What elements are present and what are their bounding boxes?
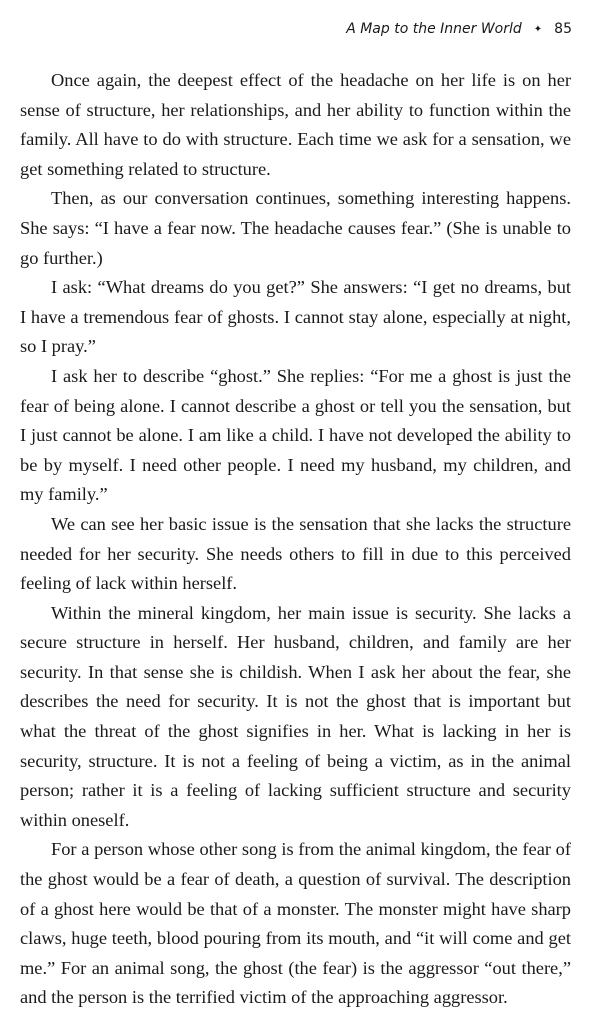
body-text	[20, 66, 571, 1013]
page-number: 85	[554, 21, 572, 37]
separator-ornament-icon: ✦	[533, 24, 543, 35]
paragraph: Within the mineral kingdom, her main issue is security. She lacks a secure structure in herself. Her husband, children, and family are her security. In that sense she is childish. When I ask her about the fear, she describes the need for security. It is not the ghost that is important but what the threat of the ghost signifies in her. What is lacking in her is security, structure. It is not a feeling of being a victim, as in the animal person; rather it is a feeling of lacking sufficient structure and security within oneself.	[20, 602, 571, 830]
running-head-title: A Map to the Inner World	[346, 21, 522, 37]
running-head	[346, 19, 572, 40]
paragraph: For a person whose other song is from the animal kingdom, the fear of the ghost would be a fear of death, a question of survival. The description of a ghost here would be that of a monster. The monster might have sharp claws, huge teeth, blood pouring from its mouth, and “it will come and get me.” For an animal song, the ghost (the fear) is the aggressor “out there,” and the person is the terrified victim of the approaching aggressor.	[20, 839, 571, 1008]
paragraph: We can see her basic issue is the sensation that she lacks the structure needed for her security. She needs others to fill in due to this perceived feeling of lack within herself.	[20, 513, 571, 594]
paragraph: Once again, the deepest effect of the headache on her life is on her sense of structure, her relationships, and her ability to function within the family. All have to do with structure. Each time we ask for a sensation, we get something related to structure.	[20, 70, 571, 179]
paragraph: Then, as our conversation continues, something interesting happens. She says: “I have a fear now. The headache causes fear.” (She is unable to go further.)	[20, 188, 571, 268]
paragraph: I ask her to describe “ghost.” She replies: “For me a ghost is just the fear of being alone. I cannot describe a ghost or tell you the sensation, but I just cannot be alone. I am like a child. I have not developed the ability to be by myself. I need other people. I need my husband, my children, and my family.”	[20, 365, 571, 505]
paragraph: I ask: “What dreams do you get?” She answers: “I get no dreams, but I have a tremendous fear of ghosts. I cannot stay alone, especially at night, so I pray.”	[20, 277, 571, 357]
